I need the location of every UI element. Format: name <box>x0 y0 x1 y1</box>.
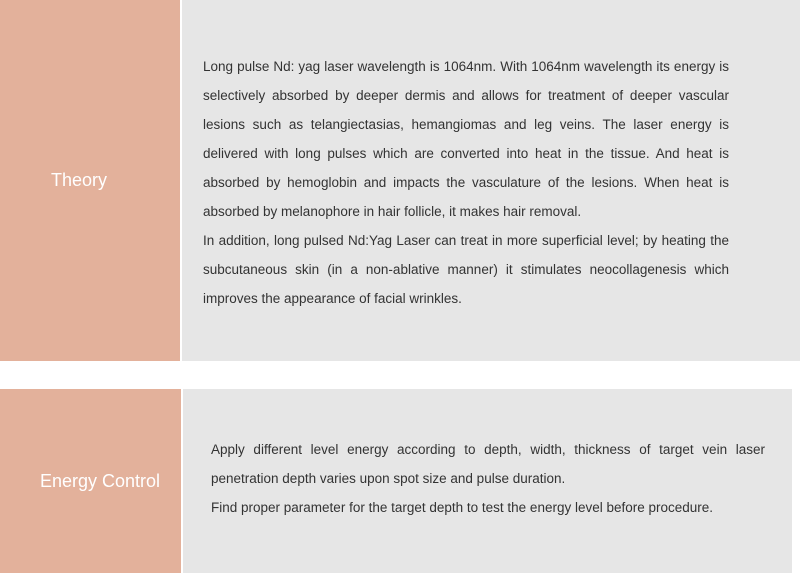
energy-control-paragraph-1: Apply different level energy according to depth, width, thickness of target vein laser penetration depth varies upon spot size and pulse duration. <box>211 442 765 486</box>
theory-label-cell <box>0 0 180 361</box>
energy-control-label: Energy Control <box>40 470 161 491</box>
theory-paragraph-2: In addition, long pulsed Nd:Yag Laser can treat in more superficial level; by heating the subcutaneous skin (in a non-ablative manner) it stimulates neocollagenesis which improves the appearance of facial wrinkles. <box>203 233 729 306</box>
theory-label: Theory <box>51 170 108 190</box>
energy-control-paragraph-2: Find proper parameter for the target depth to test the energy level before procedure. <box>211 500 714 515</box>
theory-content <box>182 0 800 361</box>
energy-control-row <box>0 389 792 573</box>
energy-control-label-cell <box>0 389 181 573</box>
energy-control-content <box>183 389 792 573</box>
theory-paragraph-1: Long pulse Nd: yag laser wavelength is 1064nm. With 1064nm wavelength its energy is selectively absorbed by deeper dermis and allows for treatment of deeper vascular lesions such as telangiectasias, hemangiomas and leg veins. The laser energy is delivered with long pulses which are converted into heat in the tissue. And heat is absorbed by hemoglobin and impacts the vasculature of the lesions. When heat is absorbed by melanophore in hair follicle, it makes hair removal. <box>203 59 729 219</box>
